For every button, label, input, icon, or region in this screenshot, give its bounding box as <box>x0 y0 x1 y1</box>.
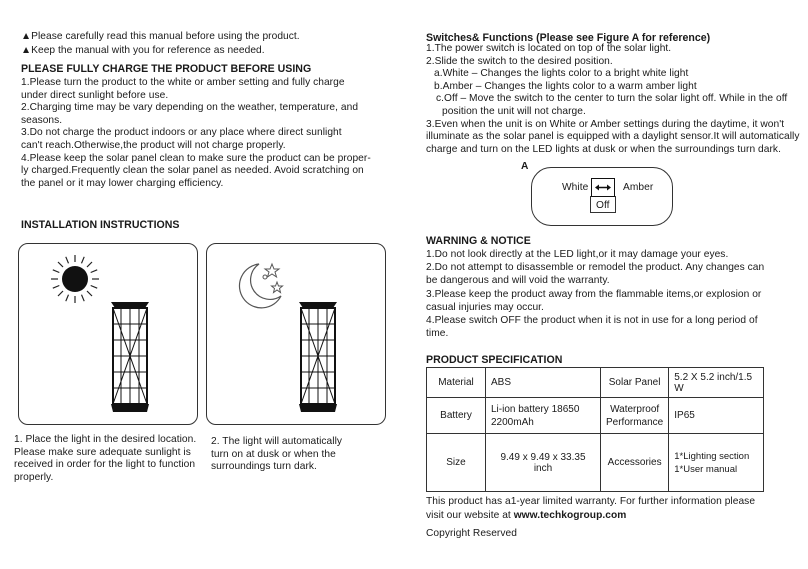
caption-line: received in order for the light to function <box>14 459 196 471</box>
accessory-item: 1*User manual <box>674 463 738 475</box>
install-heading: INSTALLATION INSTRUCTIONS <box>21 219 180 231</box>
solar-light-icon <box>107 300 153 416</box>
spec-value: 5.2 X 5.2 inch/1.5 W <box>669 368 764 398</box>
spec-heading: PRODUCT SPECIFICATION <box>426 354 563 366</box>
switch-line: 1.The power switch is located on top of the solar light. <box>426 43 672 54</box>
charge-line: 1.Please turn the product to the white or amber setting and fully charge <box>21 77 345 88</box>
switch-instructions <box>426 43 800 156</box>
switch-heading: Switches& Functions (Please see Figure A for reference) <box>426 32 711 44</box>
switch-off-label: Off <box>596 200 610 211</box>
charge-instructions <box>21 77 371 190</box>
waterproof-label-line: Waterproof <box>610 403 660 415</box>
copyright: Copyright Reserved <box>426 528 517 539</box>
figure-label: A <box>521 161 529 172</box>
double-arrow-icon <box>592 179 614 196</box>
switch-amber-label: Amber <box>623 182 654 193</box>
install-figure-night <box>206 243 386 425</box>
spec-value <box>669 434 764 492</box>
spec-row-size <box>427 434 764 492</box>
switch-white-label: White <box>562 182 589 193</box>
website-link[interactable]: www.techkogroup.com <box>513 510 627 521</box>
switch-figure <box>531 167 673 226</box>
warning-line: time. <box>426 328 449 340</box>
waterproof-label-line: Performance <box>606 416 664 428</box>
charge-line: under direct sunlight before use. <box>21 89 169 101</box>
warranty-line: This product has a1-year limited warranty. For further information please <box>426 496 756 507</box>
spec-row-material <box>427 368 764 398</box>
switch-line: position the unit will not charge. <box>442 105 586 117</box>
switch-line: c.Off – Move the switch to the center to turn the solar light off. While in the off <box>436 93 788 105</box>
switch-line: charge and turn on the LED lights at dusk or when the surroundings turn dark. <box>426 143 781 155</box>
caption-line: turn on at dusk or when the <box>211 448 336 460</box>
spec-value: ABS <box>486 368 601 398</box>
note-read-manual: ▲Please carefully read this manual before using the product. <box>21 31 300 42</box>
warning-line: be dangerous and will void the warranty. <box>426 275 610 287</box>
spec-value: 9.49 x 9.49 x 33.35 inch <box>486 434 601 492</box>
switch-line: a.White – Changes the lights color to a bright white light <box>434 68 689 80</box>
switch-line: b.Amber – Changes the lights color to a warm amber light <box>434 80 697 92</box>
charge-line: the panel or it may lower charging efficiency. <box>21 177 224 189</box>
install-figure-day <box>18 243 198 425</box>
battery-capacity: 2200mAh <box>491 416 534 428</box>
charge-line: can't reach.Otherwise,the product will not charge properly. <box>21 139 286 151</box>
note-keep-manual: ▲Keep the manual with you for reference as needed. <box>21 45 265 56</box>
accessory-item: 1*Lighting section <box>674 450 750 462</box>
switch-line: illuminate as the solar panel is equipped with a daylight sensor.It will automatically <box>426 131 800 143</box>
switch-line: 2.Slide the switch to the desired position. <box>426 55 613 67</box>
spec-label: Battery <box>427 398 486 434</box>
warning-line: 3.Please keep the product away from the flammable items,or explosion or <box>426 288 762 300</box>
caption-line: properly. <box>14 471 54 483</box>
caption-line: 1. Place the light in the desired location. <box>14 434 197 445</box>
charge-line: ly charged.Frequently clean the solar panel as needed. Avoid scratching on <box>21 165 364 177</box>
spec-value: IP65 <box>669 398 764 434</box>
caption-line: 2. The light will automatically <box>211 436 343 447</box>
spec-row-battery <box>427 398 764 434</box>
battery-type: Li-ion battery 18650 <box>491 403 580 415</box>
install-caption-2 <box>211 436 342 474</box>
warranty-website-line <box>426 510 626 523</box>
charge-heading: PLEASE FULLY CHARGE THE PRODUCT BEFORE USING <box>21 63 312 75</box>
switch-slider <box>591 178 615 197</box>
warning-list <box>426 248 764 340</box>
charge-line: 3.Do not charge the product indoors or any place where direct sunlight <box>21 127 342 139</box>
solar-light-icon <box>295 300 341 416</box>
warning-heading: WARNING & NOTICE <box>426 235 531 247</box>
caption-line: Please make sure adequate sunlight is <box>14 446 191 458</box>
warning-line: casual injuries may occur. <box>426 301 544 313</box>
charge-line: 4.Please keep the solar panel clean to make sure the product can be proper- <box>21 152 371 164</box>
spec-label: Material <box>427 368 486 398</box>
spec-value <box>486 398 601 434</box>
spec-label <box>601 398 669 434</box>
warning-line: 1.Do not look directly at the LED light,or it may damage your eyes. <box>426 249 729 260</box>
caption-line: surroundings turn dark. <box>211 461 317 473</box>
charge-line: seasons. <box>21 114 63 126</box>
switch-line: 3.Even when the unit is on White or Amber settings during the daytime, it won't <box>426 118 785 130</box>
spec-table <box>426 367 764 492</box>
spec-label: Accessories <box>601 434 669 492</box>
warning-line: 2.Do not attempt to disassemble or remodel the product. Any changes can <box>426 262 765 274</box>
charge-line: 2.Charging time may be vary depending on the weather, temperature, and <box>21 102 359 114</box>
spec-label: Size <box>427 434 486 492</box>
warning-line: 4.Please switch OFF the product when it is not in use for a long period of <box>426 315 758 327</box>
warranty-prefix: visit our website at <box>426 510 514 521</box>
install-caption-1 <box>14 434 196 484</box>
spec-label: Solar Panel <box>601 368 669 398</box>
